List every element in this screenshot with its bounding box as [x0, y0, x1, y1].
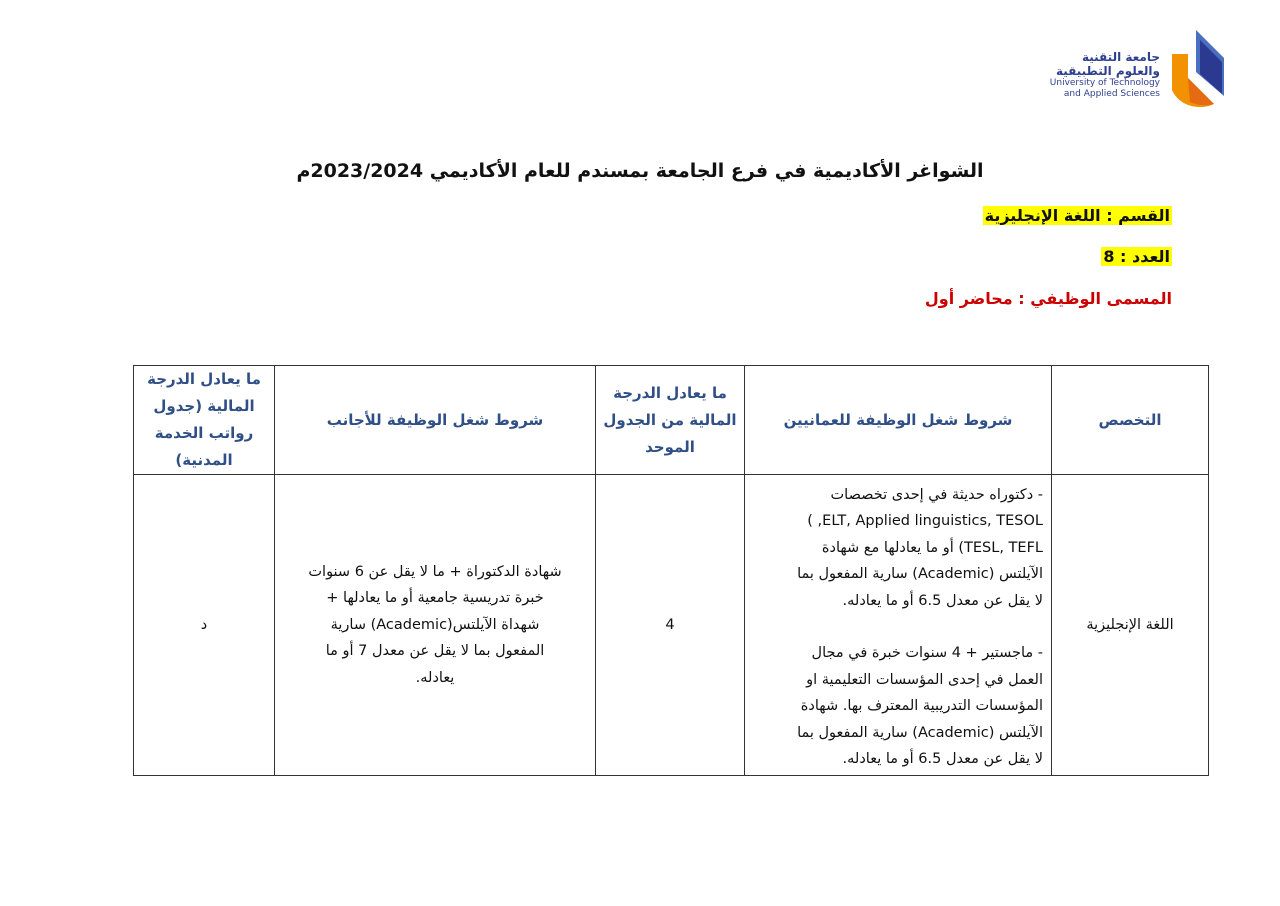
cell-foreign-conditions	[275, 475, 596, 776]
logo-arabic-line-1: جامعة التقنية	[1081, 50, 1160, 64]
logo-english-line-1: University of Technology	[1049, 78, 1160, 88]
count-text: العدد : 8	[1103, 247, 1170, 266]
count-line	[1101, 243, 1172, 271]
cell-unified-grade: 4	[596, 475, 745, 776]
logo-english-line-2: and Applied Sciences	[1063, 89, 1160, 99]
cell-omani-conditions	[745, 475, 1052, 776]
header-omani-conditions: شروط شغل الوظيفة للعمانيين	[745, 366, 1052, 475]
foreign-condition-text: شهادة الدكتوراة + ما لا يقل عن 6 سنوات خبرة تدريسية جامعية أو ما يعادلها + شهداة الآيلتس(Academic) سارية المفعول بما لا يقل عن معدل 7 أو ما يعادله.	[308, 563, 562, 686]
page-title: الشواغر الأكاديمية في فرع الجامعة بمسندم للعام الأكاديمي 2023/2024م	[296, 160, 984, 182]
logo-text	[1046, 50, 1160, 100]
header-foreign-conditions: شروط شغل الوظيفة للأجانب	[275, 366, 596, 475]
university-logo	[1046, 28, 1226, 108]
vacancy-table	[133, 365, 1209, 776]
header-specialization: التخصص	[1052, 366, 1209, 475]
logo-arabic-line-2: والعلوم التطبيقية	[1055, 64, 1160, 78]
department-text: القسم : اللغة الإنجليزية	[984, 206, 1170, 225]
cell-civil-grade: د	[134, 475, 275, 776]
table-header-row	[134, 366, 1209, 475]
table-row	[134, 475, 1209, 776]
omani-condition-masters: - ماجستير + 4 سنوات خبرة في مجال العمل في إحدى المؤسسات التعليمية او المؤسسات التدريبية المعترف بها. شهادة الآيلتس (Academic) سارية المفعول بما لا يقل عن معدل 6.5 أو ما يعادله.	[797, 645, 1043, 767]
header-civil-grade: ما يعادل الدرجة المالية (جدول رواتب الخدمة المدنية)	[134, 366, 275, 475]
header-unified-grade: ما يعادل الدرجة المالية من الجدول الموحد	[596, 366, 745, 475]
department-line	[983, 202, 1172, 230]
job-title-line: المسمى الوظيفي : محاضر أول	[924, 289, 1172, 308]
cell-specialization: اللغة الإنجليزية	[1052, 475, 1209, 776]
university-logo-mark-icon	[1168, 28, 1226, 108]
omani-condition-doctorate: - دكتوراه حديثة في إحدى تخصصات ELT, Applied linguistics, TESOL, ) TESL, TEFL) أو ما يعادلها مع شهادة الآيلتس (Academic) سارية المفعول بما لا يقل عن معدل 6.5 أو ما يعادله.	[797, 486, 1043, 609]
